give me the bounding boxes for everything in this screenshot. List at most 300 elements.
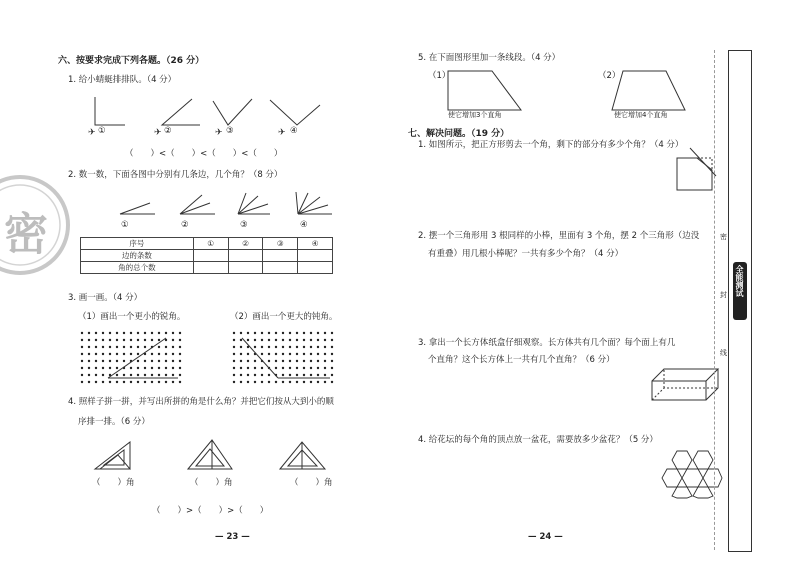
table-header: ① <box>193 238 228 250</box>
grid-dot <box>303 346 305 348</box>
grid-dot <box>95 367 97 369</box>
answer-cell[interactable] <box>228 262 263 274</box>
grid-dot <box>233 353 235 355</box>
q4-order-blanks: （ ）>（ ）>（ ） <box>152 506 269 516</box>
svg-text:✈: ✈ <box>278 128 286 138</box>
grid-dot <box>289 367 291 369</box>
grid-dot <box>324 346 326 348</box>
grid-dot <box>179 339 181 341</box>
grid-dot <box>172 332 174 334</box>
grid-dot <box>296 353 298 355</box>
grid-dot <box>310 339 312 341</box>
grid-dot <box>81 367 83 369</box>
answer-cell[interactable] <box>298 262 333 274</box>
grid-dot <box>317 374 319 376</box>
grid-dot <box>116 339 118 341</box>
grid-dot <box>247 353 249 355</box>
grid-dot <box>303 360 305 362</box>
grid-dot <box>102 367 104 369</box>
grid-dot <box>81 353 83 355</box>
grid-dot <box>179 360 181 362</box>
problem-3-line-2: 个直角？这个长方体上一共有几个直角？（6 分） <box>428 355 615 365</box>
grid-dot <box>289 332 291 334</box>
table-row-label: 边的条数 <box>81 250 194 262</box>
grid-dot <box>317 346 319 348</box>
problem-4: 4. 给花坛的每个角的顶点放一盆花，需要放多少盆花？（5 分） <box>418 435 658 445</box>
grid-dot <box>317 353 319 355</box>
grid-dot <box>317 360 319 362</box>
grid-dot <box>81 360 83 362</box>
grid-dot <box>247 374 249 376</box>
grid-dot <box>88 374 90 376</box>
grid-dot <box>137 346 139 348</box>
grid-dot <box>123 346 125 348</box>
grid-dot <box>158 353 160 355</box>
grid-dot <box>331 381 333 383</box>
grid-dot <box>324 332 326 334</box>
grid-dot <box>254 367 256 369</box>
grid-dot <box>240 353 242 355</box>
grid-dot <box>123 339 125 341</box>
grid-dot <box>165 367 167 369</box>
grid-dot <box>172 374 174 376</box>
grid-dot <box>95 360 97 362</box>
grid-dot <box>296 332 298 334</box>
grid-dot <box>88 381 90 383</box>
grid-dot <box>179 367 181 369</box>
grid-dot <box>95 346 97 348</box>
grid-dot <box>116 353 118 355</box>
grid-dot <box>240 360 242 362</box>
grid-dot <box>254 346 256 348</box>
grid-dot <box>233 339 235 341</box>
grid-dot <box>179 346 181 348</box>
grid-dot <box>303 339 305 341</box>
grid-dot <box>261 346 263 348</box>
trapezoid-a[interactable] <box>447 70 522 112</box>
grid-dot <box>282 346 284 348</box>
table-header: ③ <box>263 238 298 250</box>
question-4-cont: 序排一排。（6 分） <box>78 417 150 427</box>
problem-2-line-1: 2. 摆一个三角形用 3 根同样的小棒，里面有 3 个角，摆 2 个三角形（边没 <box>418 231 700 241</box>
grid-dot <box>247 339 249 341</box>
grid-dot <box>247 367 249 369</box>
q5-label-b: （2） <box>598 71 621 81</box>
grid-dot <box>172 360 174 362</box>
grid-dot <box>116 374 118 376</box>
grid-dot <box>240 367 242 369</box>
table-header: ④ <box>298 238 333 250</box>
grid-dot <box>172 367 174 369</box>
grid-dot <box>81 374 83 376</box>
grid-dot <box>289 360 291 362</box>
grid-dot <box>179 374 181 376</box>
grid-dot <box>233 346 235 348</box>
answer-cell[interactable] <box>228 250 263 262</box>
grid-dot <box>151 381 153 383</box>
grid-dot <box>130 381 132 383</box>
grid-dot <box>151 367 153 369</box>
grid-dot <box>137 374 139 376</box>
grid-dot <box>151 353 153 355</box>
grid-dot <box>165 332 167 334</box>
grid-dot <box>282 353 284 355</box>
grid-dot <box>81 346 83 348</box>
grid-dot <box>88 346 90 348</box>
grid-dot <box>137 367 139 369</box>
trapezoid-b[interactable] <box>611 70 686 112</box>
dragonfly-angles <box>80 95 410 138</box>
grid-dot <box>109 367 111 369</box>
grid-dot <box>303 374 305 376</box>
grid-dot <box>158 332 160 334</box>
q4-blank-3[interactable]: （ ）角 <box>290 478 333 488</box>
grid-dot <box>109 381 111 383</box>
q1-label-2: ② <box>164 126 172 136</box>
grid-dot <box>331 353 333 355</box>
grid-dot <box>254 339 256 341</box>
grid-dot <box>88 360 90 362</box>
brand-logo: 全能测试 <box>733 262 747 320</box>
grid-dot <box>102 374 104 376</box>
grid-dot <box>109 346 111 348</box>
grid-dot <box>144 346 146 348</box>
grid-dot <box>310 332 312 334</box>
grid-dot <box>137 353 139 355</box>
grid-dot <box>151 339 153 341</box>
grid-dot <box>102 353 104 355</box>
square-cut-corner <box>672 146 717 196</box>
grid-dot <box>144 332 146 334</box>
grid-dot <box>102 381 104 383</box>
grid-dot <box>165 353 167 355</box>
grid-dot <box>116 367 118 369</box>
grid-dot <box>289 339 291 341</box>
grid-dot <box>109 353 111 355</box>
grid-dot <box>268 346 270 348</box>
grid-dot <box>233 374 235 376</box>
grid-dot <box>310 360 312 362</box>
grid-dot <box>275 346 277 348</box>
grid-dot <box>130 332 132 334</box>
grid-dot <box>275 353 277 355</box>
count-table <box>80 237 333 274</box>
q2-label-4: ④ <box>300 220 308 230</box>
grid-dot <box>282 332 284 334</box>
grid-dot <box>282 381 284 383</box>
grid-dot <box>88 367 90 369</box>
grid-dot <box>144 381 146 383</box>
grid-dot <box>331 332 333 334</box>
grid-dot <box>268 360 270 362</box>
grid-dot <box>116 360 118 362</box>
grid-dot <box>303 381 305 383</box>
q3-part-b: （2）画出一个更大的钝角。 <box>230 312 338 322</box>
grid-dot <box>130 374 132 376</box>
grid-dot <box>303 332 305 334</box>
answer-cell[interactable] <box>263 262 298 274</box>
grid-dot <box>123 332 125 334</box>
grid-dot <box>81 332 83 334</box>
grid-dot <box>88 353 90 355</box>
grid-dot <box>282 360 284 362</box>
grid-dot <box>144 374 146 376</box>
grid-dot <box>123 374 125 376</box>
grid-dot <box>151 332 153 334</box>
answer-cell[interactable] <box>298 250 333 262</box>
grid-dot <box>123 353 125 355</box>
grid-dot <box>310 346 312 348</box>
grid-dot <box>95 353 97 355</box>
grid-dot <box>179 381 181 383</box>
seal-char-3: 线 <box>720 349 727 357</box>
grid-dot <box>233 381 235 383</box>
dot-grid-obtuse[interactable] <box>230 330 335 385</box>
answer-cell[interactable] <box>193 250 228 262</box>
stamp-char: 密 <box>4 209 48 260</box>
grid-dot <box>324 353 326 355</box>
q4-blank-2[interactable]: （ ）角 <box>190 478 233 488</box>
q2-label-2: ② <box>181 220 189 230</box>
grid-dot <box>179 332 181 334</box>
hexagon-flowerbed <box>662 448 722 498</box>
grid-dot <box>247 381 249 383</box>
q4-blank-1[interactable]: （ ）角 <box>92 478 135 488</box>
grid-dot <box>310 381 312 383</box>
question-5: 5. 在下面图形里加一条线段。（4 分） <box>418 53 561 63</box>
grid-dot <box>172 353 174 355</box>
grid-dot <box>172 381 174 383</box>
q2-label-1: ① <box>121 220 129 230</box>
grid-dot <box>233 367 235 369</box>
grid-dot <box>296 346 298 348</box>
grid-dot <box>102 339 104 341</box>
grid-dot <box>123 381 125 383</box>
grid-dot <box>116 332 118 334</box>
dot-grid-acute[interactable] <box>78 330 183 385</box>
grid-dot <box>254 374 256 376</box>
problem-3-line-1: 3. 拿出一个长方体纸盒仔细观察。长方体共有几个面？每个面上有几 <box>418 338 676 348</box>
grid-dot <box>116 381 118 383</box>
grid-dot <box>247 360 249 362</box>
q1-label-4: ④ <box>290 126 298 136</box>
grid-dot <box>296 360 298 362</box>
q1-order-blanks: （ ）<（ ）<（ ）<（ ） <box>125 149 283 159</box>
grid-dot <box>109 332 111 334</box>
svg-text:✈: ✈ <box>154 128 162 138</box>
grid-dot <box>317 367 319 369</box>
grid-dot <box>261 374 263 376</box>
grid-dot <box>275 381 277 383</box>
grid-dot <box>317 381 319 383</box>
grid-dot <box>102 332 104 334</box>
grid-dot <box>310 353 312 355</box>
table-row-label: 角的总个数 <box>81 262 194 274</box>
grid-dot <box>331 374 333 376</box>
grid-dot <box>324 367 326 369</box>
grid-dot <box>95 374 97 376</box>
q5-caption-a: 使它增加3个直角 <box>448 111 502 119</box>
ray-figures <box>110 190 340 218</box>
grid-dot <box>247 332 249 334</box>
grid-dot <box>275 339 277 341</box>
section-seven-title: 七、解决问题。（19 分） <box>408 129 510 139</box>
grid-dot <box>254 381 256 383</box>
grid-dot <box>109 339 111 341</box>
grid-dot <box>109 360 111 362</box>
answer-cell[interactable] <box>193 262 228 274</box>
grid-dot <box>130 353 132 355</box>
grid-dot <box>81 381 83 383</box>
grid-dot <box>102 360 104 362</box>
grid-dot <box>151 374 153 376</box>
grid-dot <box>261 339 263 341</box>
grid-dot <box>144 367 146 369</box>
grid-dot <box>240 374 242 376</box>
svg-text:✈: ✈ <box>215 128 223 138</box>
grid-dot <box>317 332 319 334</box>
table-header: 序号 <box>81 238 194 250</box>
grid-dot <box>261 353 263 355</box>
grid-dot <box>144 360 146 362</box>
grid-dot <box>261 381 263 383</box>
grid-dot <box>331 339 333 341</box>
grid-dot <box>172 339 174 341</box>
grid-dot <box>317 339 319 341</box>
grid-dot <box>233 360 235 362</box>
grid-dot <box>296 381 298 383</box>
grid-dot <box>296 339 298 341</box>
grid-dot <box>130 339 132 341</box>
grid-dot <box>123 360 125 362</box>
grid-dot <box>296 367 298 369</box>
page-number-left: — 23 — <box>215 532 250 542</box>
grid-dot <box>254 332 256 334</box>
grid-dot <box>254 360 256 362</box>
grid-dot <box>158 360 160 362</box>
question-2: 2. 数一数，下面各图中分别有几条边，几个角？（8 分） <box>68 170 283 180</box>
grid-dot <box>282 374 284 376</box>
grid-dot <box>296 374 298 376</box>
section-six-title: 六、按要求完成下列各题。（26 分） <box>58 56 205 66</box>
grid-dot <box>275 367 277 369</box>
page-number-right: — 24 — <box>528 532 563 542</box>
grid-dot <box>268 374 270 376</box>
grid-dot <box>331 360 333 362</box>
grid-dot <box>165 374 167 376</box>
question-3: 3. 画一画。（4 分） <box>68 293 143 303</box>
grid-dot <box>137 332 139 334</box>
grid-dot <box>81 339 83 341</box>
q1-label-3: ③ <box>226 126 234 136</box>
triangle-rulers <box>90 437 340 482</box>
grid-dot <box>116 346 118 348</box>
q1-label-1: ① <box>98 126 106 136</box>
grid-dot <box>289 381 291 383</box>
grid-dot <box>165 360 167 362</box>
table-header: ② <box>228 238 263 250</box>
q5-label-a: （1） <box>428 71 451 81</box>
grid-dot <box>303 353 305 355</box>
grid-dot <box>144 339 146 341</box>
grid-dot <box>158 374 160 376</box>
grid-dot <box>240 381 242 383</box>
question-1: 1. 给小蜻蜓排排队。（4 分） <box>68 75 177 85</box>
grid-dot <box>289 353 291 355</box>
grid-dot <box>324 374 326 376</box>
grid-dot <box>310 374 312 376</box>
grid-dot <box>151 360 153 362</box>
grid-dot <box>233 332 235 334</box>
grid-dot <box>310 367 312 369</box>
grid-dot <box>130 346 132 348</box>
grid-dot <box>289 374 291 376</box>
grid-dot <box>137 339 139 341</box>
problem-2-line-2: 有重叠）用几根小棒呢？一共有多少个角？（4 分） <box>428 249 624 259</box>
grid-dot <box>158 339 160 341</box>
grid-dot <box>158 367 160 369</box>
grid-dot <box>137 381 139 383</box>
grid-dot <box>331 346 333 348</box>
grid-dot <box>240 332 242 334</box>
grid-dot <box>165 346 167 348</box>
grid-dot <box>324 339 326 341</box>
answer-cell[interactable] <box>263 250 298 262</box>
grid-dot <box>88 339 90 341</box>
cuboid <box>650 363 720 403</box>
seal-char-2: 封 <box>720 291 727 299</box>
grid-dot <box>95 339 97 341</box>
grid-dot <box>95 332 97 334</box>
grid-dot <box>282 339 284 341</box>
q2-label-3: ③ <box>240 220 248 230</box>
grid-dot <box>158 346 160 348</box>
grid-dot <box>275 360 277 362</box>
grid-dot <box>179 353 181 355</box>
grid-dot <box>282 367 284 369</box>
q5-caption-b: 使它增加4个直角 <box>614 111 668 119</box>
grid-dot <box>261 332 263 334</box>
question-4: 4. 照样子拼一拼，并写出所拼的角是什么角？并把它们按从大到小的顺 <box>68 397 334 407</box>
grid-dot <box>88 332 90 334</box>
grid-dot <box>303 367 305 369</box>
problem-1: 1. 如图所示，把正方形剪去一个角，剩下的部分有多少个角？（4 分） <box>418 140 684 150</box>
grid-dot <box>289 346 291 348</box>
grid-dot <box>95 381 97 383</box>
grid-dot <box>261 367 263 369</box>
grid-dot <box>240 346 242 348</box>
q3-part-a: （1）画出一个更小的锐角。 <box>78 312 186 322</box>
grid-dot <box>268 353 270 355</box>
grid-dot <box>268 381 270 383</box>
grid-dot <box>268 332 270 334</box>
seal-char-1: 密 <box>720 233 727 241</box>
grid-dot <box>324 381 326 383</box>
grid-dot <box>102 346 104 348</box>
grid-dot <box>240 339 242 341</box>
grid-dot <box>172 346 174 348</box>
grid-dot <box>130 367 132 369</box>
svg-text:✈: ✈ <box>88 128 96 138</box>
grid-dot <box>268 339 270 341</box>
grid-dot <box>158 381 160 383</box>
grid-dot <box>331 367 333 369</box>
grid-dot <box>165 381 167 383</box>
grid-dot <box>324 360 326 362</box>
binding-cut-line <box>714 50 715 550</box>
grid-dot <box>137 360 139 362</box>
grid-dot <box>275 332 277 334</box>
